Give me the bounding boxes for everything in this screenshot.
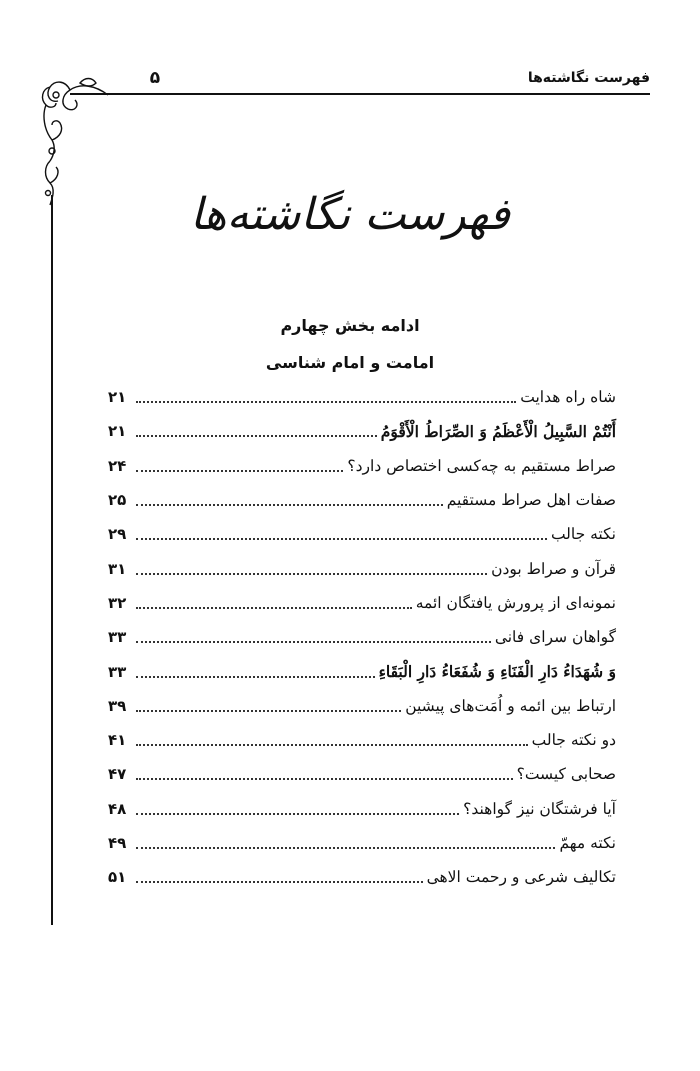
- toc-entry-title: تکالیف شرعی و رحمت الاهی: [426, 868, 616, 887]
- dot-leader: [136, 401, 516, 403]
- toc-entry[interactable]: [108, 860, 616, 894]
- toc-entry[interactable]: [108, 483, 616, 517]
- toc-entry-title: آیا فرشتگان نیز گواهند؟: [463, 799, 616, 818]
- toc-entry-title: نمونه‌ای از پرورش یافتگان ائمه: [415, 593, 616, 612]
- toc-entry-title: أَنْتُمْ السَّبِيلُ الْأَعْظَمُ وَ الصِّرَاطُ الْأَقْوَمُ: [380, 421, 616, 441]
- toc-entry-page: ۳۲: [108, 593, 127, 612]
- toc-entry[interactable]: [108, 414, 616, 448]
- toc-entry-page: ۲۱: [108, 422, 127, 441]
- dot-leader: [136, 504, 443, 506]
- toc-entry-page: ۳۱: [108, 559, 127, 578]
- dot-leader: [136, 744, 528, 746]
- dot-leader: [136, 573, 487, 575]
- dot-leader: [136, 607, 412, 609]
- running-header-title: فهرست نگاشته‌ها: [527, 70, 650, 86]
- page-number: ۵: [149, 68, 161, 88]
- dot-leader: [136, 778, 513, 780]
- dot-leader: [136, 641, 491, 643]
- toc-entry-page: ۳۳: [108, 628, 127, 647]
- toc-entry-page: ۲۹: [108, 525, 127, 544]
- toc-entry[interactable]: [108, 826, 616, 860]
- corner-ornament-icon: [30, 75, 110, 210]
- toc-entry-page: ۴۱: [108, 731, 127, 750]
- toc-entry-page: ۴۷: [108, 765, 127, 784]
- toc-entry-title: وَ شُهَدَاءُ دَارِ الْفَنَاءِ وَ شُفَعَاءُ دَارِ الْبَقَاءِ: [378, 662, 616, 682]
- subject-heading: امامت و امام شناسی: [265, 353, 435, 372]
- toc-entry[interactable]: [108, 620, 616, 654]
- header-rule: [70, 93, 650, 95]
- toc-entry[interactable]: [108, 517, 616, 551]
- toc-entry-page: ۲۴: [108, 456, 127, 475]
- toc-entry[interactable]: [108, 586, 616, 620]
- dot-leader: [136, 847, 555, 849]
- toc-entry[interactable]: [108, 654, 616, 688]
- toc-entry-page: ۵۱: [108, 868, 127, 887]
- margin-rule: [51, 195, 53, 925]
- toc-entry-page: ۴۸: [108, 799, 127, 818]
- dot-leader: [136, 710, 401, 712]
- toc-entry-page: ۴۹: [108, 834, 127, 852]
- toc-entry-title: صراط مستقیم به چه‌کسی اختصاص دارد؟: [347, 456, 616, 475]
- toc-entry-title: دو نکته جالب: [531, 731, 616, 750]
- toc-entry-title: صحابی کیست؟: [516, 765, 616, 784]
- toc-entry-page: ۲۵: [108, 491, 127, 510]
- toc-entry[interactable]: [108, 551, 616, 585]
- table-of-contents: [108, 380, 616, 894]
- toc-entry-title: قرآن و صراط بودن: [491, 559, 616, 578]
- toc-entry-page: ۳۹: [108, 696, 127, 715]
- toc-entry-title: ارتباط بین ائمه و اُمَت‌های پیشین: [405, 696, 616, 715]
- toc-entry-title: شاه راه هدایت: [520, 388, 616, 407]
- toc-entry[interactable]: [108, 757, 616, 791]
- toc-entry-title: نکته مهمّ: [559, 834, 616, 852]
- page-title: فهرست نگاشته‌ها: [190, 189, 510, 240]
- toc-entry[interactable]: [108, 792, 616, 826]
- toc-entry[interactable]: [108, 380, 616, 414]
- toc-entry-title: گواهان سرای فانی: [494, 628, 616, 647]
- toc-entry[interactable]: [108, 689, 616, 723]
- dot-leader: [136, 881, 423, 883]
- dot-leader: [136, 676, 375, 678]
- toc-entry-title: صفات اهل صراط مستقیم: [446, 491, 616, 510]
- dot-leader: [136, 470, 343, 472]
- toc-entry[interactable]: [108, 449, 616, 483]
- toc-entry[interactable]: [108, 723, 616, 757]
- dot-leader: [136, 813, 459, 815]
- toc-entry-page: ۲۱: [108, 388, 127, 407]
- part-heading: ادامه بخش چهارم: [280, 316, 420, 335]
- toc-entry-title: نکته جالب: [550, 525, 616, 544]
- toc-entry-page: ۳۳: [108, 662, 127, 681]
- dot-leader: [136, 538, 547, 540]
- dot-leader: [136, 435, 377, 437]
